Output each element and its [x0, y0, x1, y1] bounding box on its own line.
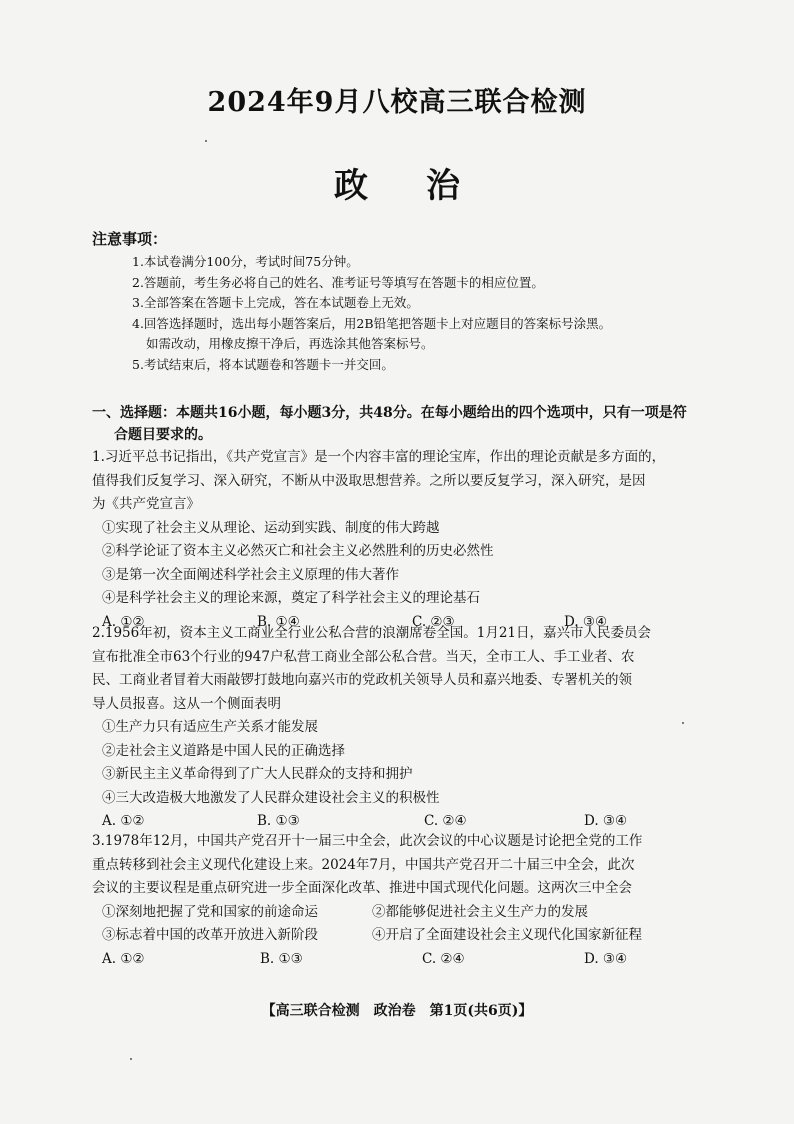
statement: ③是第一次全面阐述科学社会主义原理的伟大著作	[102, 566, 399, 583]
section-line: 一、选择题：本题共16小题，每小题3分，共48分。在每小题给出的四个选项中，只有一项是符	[92, 405, 687, 421]
choice-c[interactable]: C. ②③	[412, 613, 455, 630]
notice-list	[132, 252, 611, 375]
statement: ①实现了社会主义从理论、运动到实践、制度的伟大跨越	[102, 519, 440, 536]
stem-line: 3.1978年12月，中国共产党召开十一届三中全会，此次会议的中心议题是讨论把全党的工作	[92, 833, 643, 849]
notice-item: 如需改动，用橡皮擦干净后，再选涂其他答案标号。	[146, 336, 434, 351]
choice-b[interactable]: B. ①③	[257, 813, 300, 829]
answer-choices	[92, 948, 727, 972]
statement: ④是科学社会主义的理论来源，奠定了科学社会主义的理论基石	[102, 590, 480, 606]
question-stem	[92, 622, 727, 716]
notice-item: 4.回答选择题时，选出每小题答案后，用2B铅笔把答题卡上对应题目的答案标号涂黑。	[132, 315, 612, 331]
exam-subject: 政治	[334, 166, 518, 206]
notice-item: 2.答题前，考生务必将自己的姓名、准考证号等填写在答题卡的相应位置。	[132, 274, 544, 290]
statement: ②科学论证了资本主义必然灭亡和社会主义必然胜利的历史必然性	[102, 543, 494, 559]
stem-line: 为《共产党宣言》	[92, 496, 200, 512]
question-1	[92, 446, 727, 634]
stem-line: 2.1956年初，资本主义工商业全行业公私合营的浪潮席卷全国。1月21日，嘉兴市人民委员会	[92, 625, 652, 641]
stem-line: 民、工商业者冒着大雨敲锣打鼓地向嘉兴市的党政机关领导人员和嘉兴地委、专署机关的领	[92, 672, 632, 688]
notice-item: 1.本试卷满分100分，考试时间75分钟。	[132, 254, 359, 269]
stem-line: 会议的主要议程是重点研究进一步全面深化改革、推进中国式现代化问题。这两次三中全会	[92, 880, 632, 896]
scan-speck	[682, 722, 684, 724]
statement: ②走社会主义道路是中国人民的正确选择	[102, 742, 345, 759]
question-stem	[92, 446, 727, 517]
question-2	[92, 622, 727, 834]
choice-b[interactable]: B. ①④	[257, 613, 300, 630]
choice-d[interactable]: D. ③④	[564, 613, 608, 630]
notice-heading: 注意事项：	[92, 230, 168, 248]
choice-a[interactable]: A. ①②	[102, 950, 145, 967]
stem-line: 重点转移到社会主义现代化建设上来。2024年7月，中国共产党召开二十届三中全会，此次	[92, 856, 635, 873]
statement: ④三大改造极大地激发了人民群众建设社会主义的积极性	[102, 789, 440, 806]
choice-a[interactable]: A. ①②	[102, 613, 145, 630]
statement: ④开启了全面建设社会主义现代化国家新征程	[372, 927, 642, 943]
notice-item: 5.考试结束后，将本试题卷和答题卡一并交回。	[132, 356, 394, 372]
statement-pair	[92, 924, 727, 948]
statement: ③标志着中国的改革开放进入新阶段	[102, 927, 318, 943]
scan-speck	[130, 1058, 132, 1060]
exam-title: 2024年9月八校高三联合检测	[207, 87, 587, 118]
choice-b[interactable]: B. ①③	[260, 950, 303, 967]
stem-line: 1.习近平总书记指出，《共产党宣言》是一个内容丰富的理论宝库，作出的理论贡献是多方面的，	[92, 449, 666, 465]
statement: ③新民主主义革命得到了广大人民群众的支持和拥护	[102, 766, 413, 782]
question-stem	[92, 830, 727, 901]
statement: ②都能够促进社会主义生产力的发展	[372, 903, 588, 920]
notice-item: 3.全部答案在答题卡上完成，答在本试题卷上无效。	[132, 295, 419, 310]
stem-line: 导人员报喜。这从一个侧面表明	[92, 695, 281, 712]
choice-d[interactable]: D. ③④	[584, 950, 628, 967]
statement: ①生产力只有适应生产关系才能发展	[102, 719, 318, 735]
statement-pair	[92, 901, 727, 925]
statement: ①深刻地把握了党和国家的前途命运	[102, 903, 318, 920]
choice-a[interactable]: A. ①②	[102, 813, 145, 829]
section-line: 合题目要求的。	[114, 427, 212, 443]
section-heading	[92, 402, 722, 446]
page-footer: 【高三联合检测 政治卷 第1页(共6页)】	[261, 1003, 533, 1019]
scan-speck	[205, 140, 207, 142]
choice-d[interactable]: D. ③④	[584, 813, 628, 829]
stem-line: 宣布批准全市63个行业的947户私营工商业全部公私合营。当天，全市工人、手工业者、农	[92, 648, 635, 665]
question-3	[92, 830, 727, 971]
choice-c[interactable]: C. ②④	[424, 813, 467, 829]
choice-c[interactable]: C. ②④	[422, 950, 465, 967]
stem-line: 值得我们反复学习、深入研究，不断从中汲取思想营养。之所以要反复学习，深入研究，是因	[92, 472, 646, 489]
